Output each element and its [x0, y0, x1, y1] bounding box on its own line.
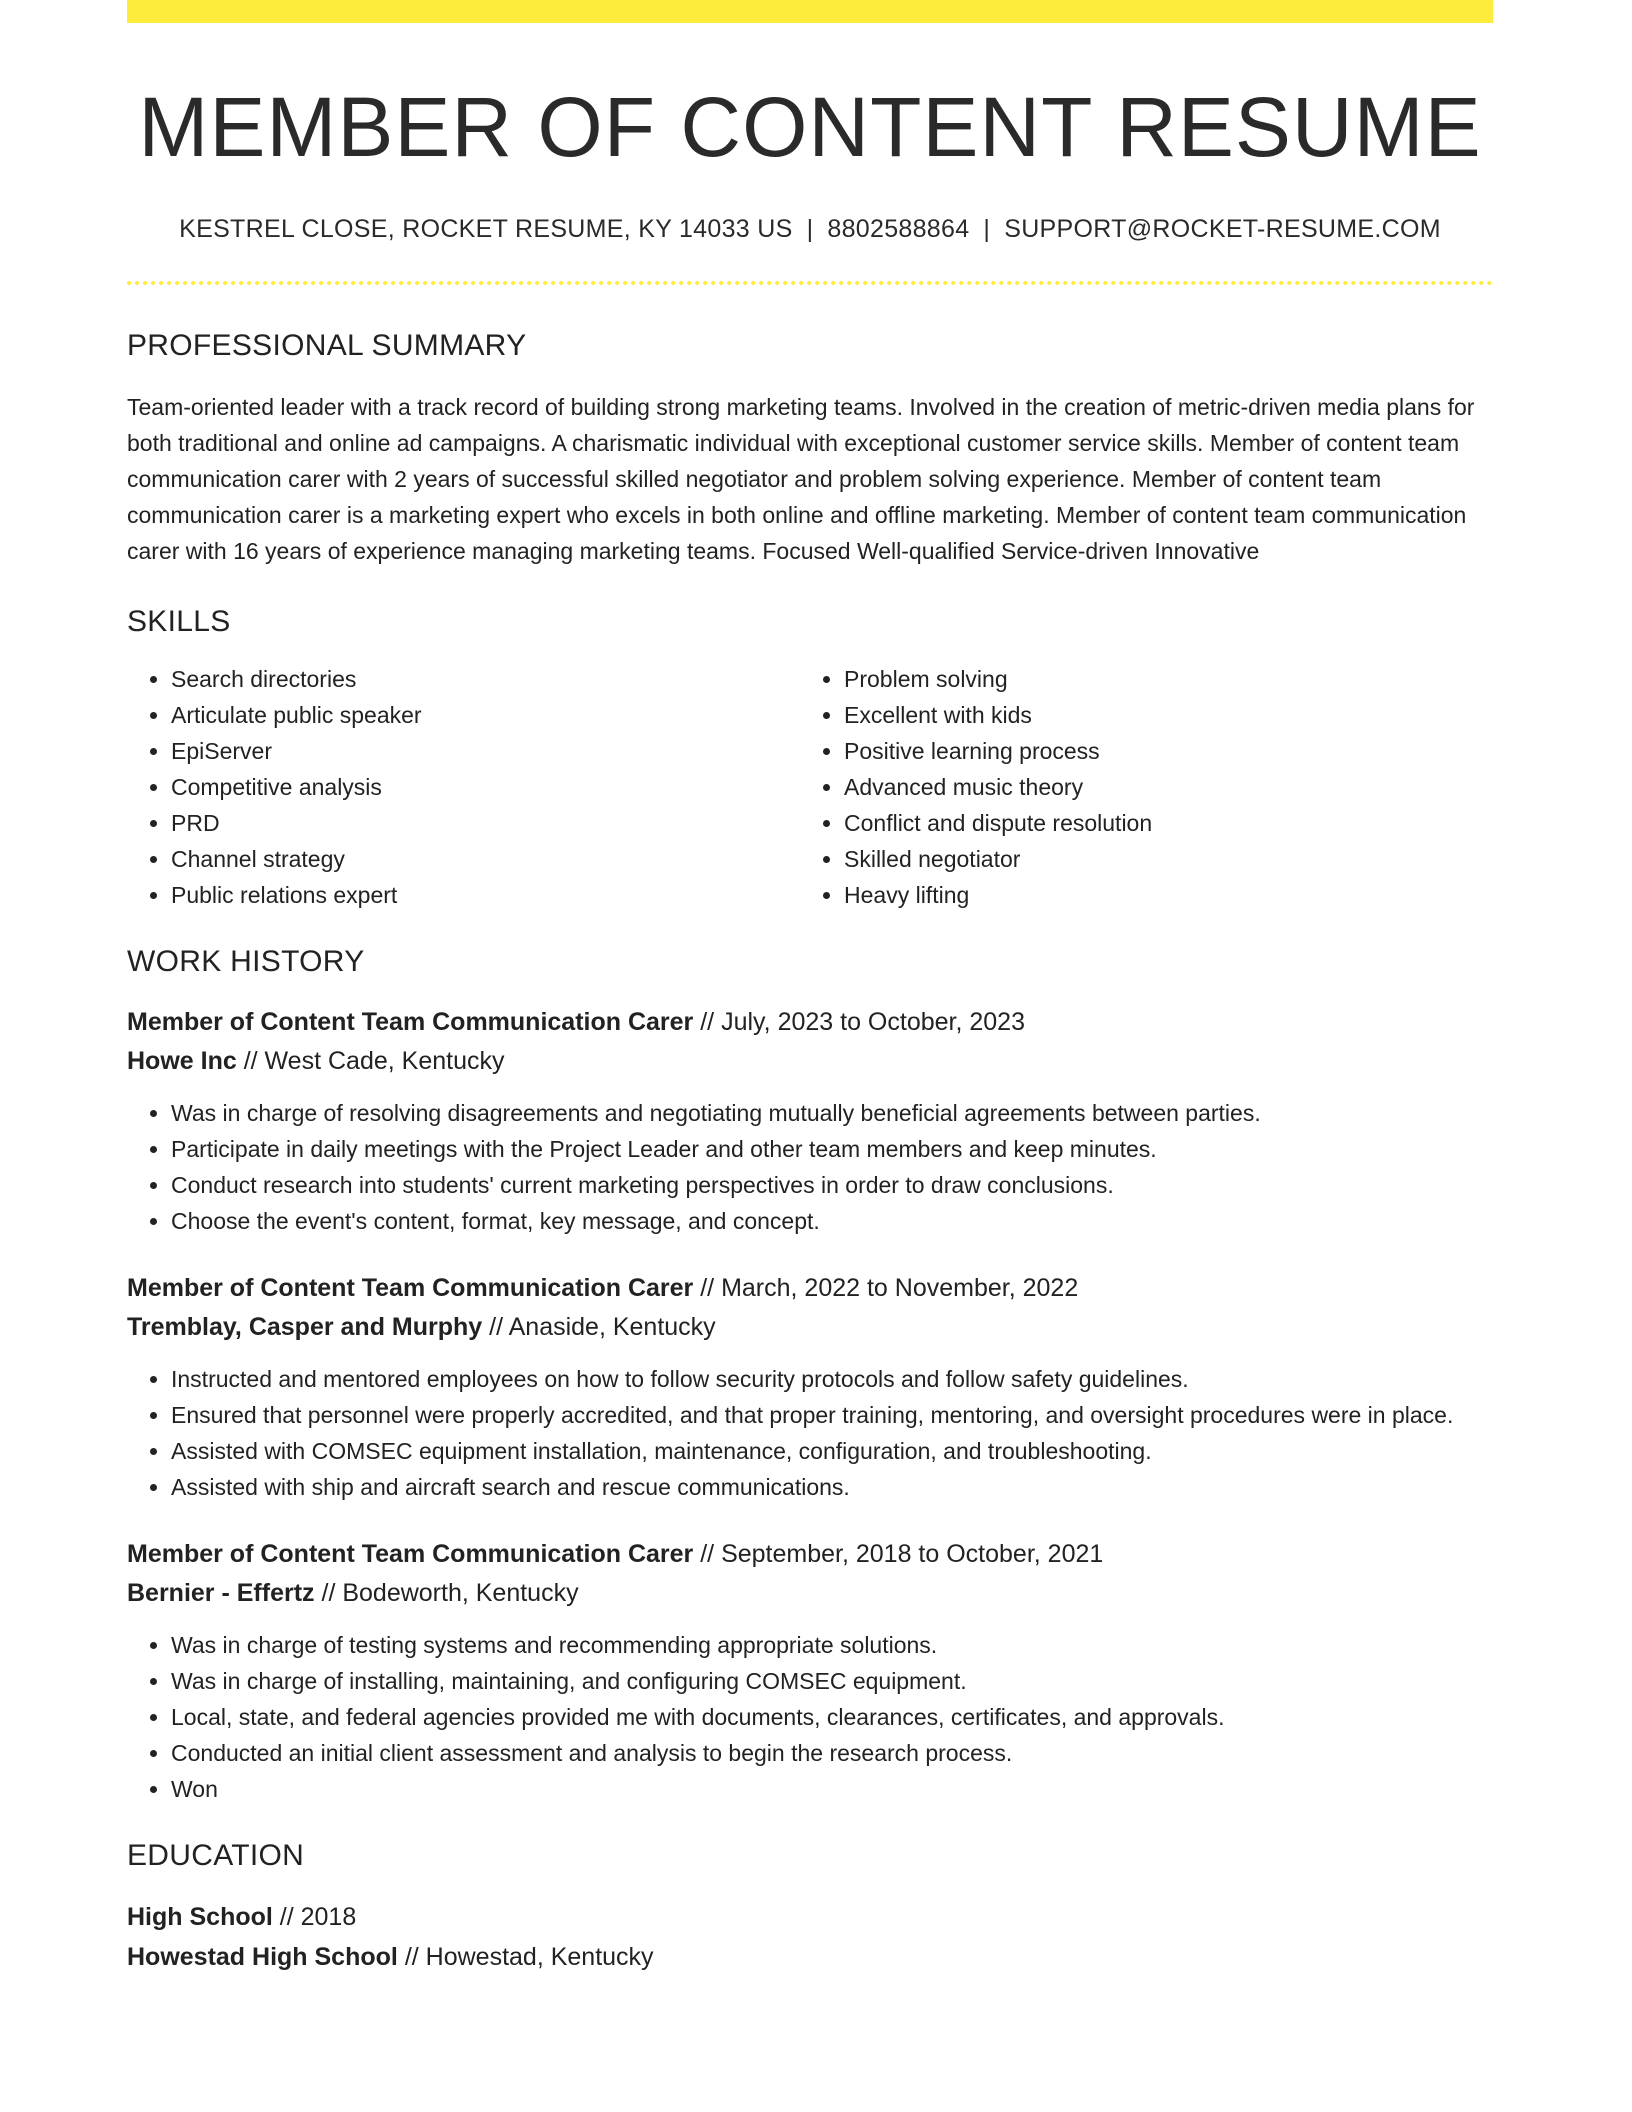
job-location: // Anaside, Kentucky — [489, 1313, 716, 1342]
job-company-line — [127, 1308, 1493, 1347]
education-school-line — [127, 1937, 1493, 1977]
job-bullet: • Conduct research into students' current marketing perspectives in order to draw conclusions. — [171, 1167, 1493, 1203]
skill-item: • Conflict and dispute resolution — [844, 805, 1473, 841]
contact-separator: | — [806, 215, 814, 244]
contact-separator: | — [983, 215, 991, 244]
skills-heading: SKILLS — [127, 605, 231, 639]
contact-email[interactable]: SUPPORT@ROCKET-RESUME.COM — [1004, 215, 1441, 244]
job-role: Member of Content Team Communication Carer — [127, 1540, 694, 1569]
skill-item: • PRD — [171, 805, 800, 841]
job-role-line — [127, 1003, 1493, 1042]
skill-item: • Problem solving — [844, 661, 1473, 697]
job-bullet: • Was in charge of installing, maintaining, and configuring COMSEC equipment. — [171, 1663, 1493, 1699]
education-degree: High School — [127, 1903, 273, 1932]
work-history-heading: WORK HISTORY — [127, 945, 365, 979]
summary-text: Team-oriented leader with a track record of building strong marketing teams. Involved in the creation of metric-driven media plans for both traditional and online ad campaigns. A charismatic individual with exceptional customer service skills. Member of content team communication carer with 2 years of successful skilled negotiator and problem solving experience. Member of content team communication carer is a marketing expert who excels in both online and offline marketing. Member of content team communication carer with 16 years of experience managing marketing teams. Focused Well-qualified Service-driven Innovative — [127, 394, 1475, 565]
summary-heading: PROFESSIONAL SUMMARY — [127, 329, 527, 363]
skill-item: • Public relations expert — [171, 877, 800, 913]
skills-right-list — [800, 661, 1473, 913]
job-company-line — [127, 1574, 1493, 1613]
job-company: Howe Inc — [127, 1047, 237, 1076]
job-bullets — [127, 1361, 1493, 1505]
job-company: Bernier - Effertz — [127, 1579, 315, 1608]
job-role-line — [127, 1269, 1493, 1308]
job-bullet: • Won — [171, 1771, 1493, 1807]
job-bullet: • Assisted with COMSEC equipment installation, maintenance, configuration, and troubleshooting. — [171, 1433, 1493, 1469]
job-bullets — [127, 1095, 1493, 1239]
job-bullet: • Assisted with ship and aircraft search and rescue communications. — [171, 1469, 1493, 1505]
skill-item: • Competitive analysis — [171, 769, 800, 805]
job-entry — [127, 1535, 1493, 1807]
accent-top-bar — [127, 0, 1493, 23]
skill-item: • Search directories — [171, 661, 800, 697]
skill-item: • Positive learning process — [844, 733, 1473, 769]
skill-item: • Excellent with kids — [844, 697, 1473, 733]
education-school: Howestad High School — [127, 1943, 398, 1972]
skill-item: • Articulate public speaker — [171, 697, 800, 733]
job-bullet: • Ensured that personnel were properly accredited, and that proper training, mentoring, and oversight procedures were in place. — [171, 1397, 1493, 1433]
contact-address: KESTREL CLOSE, ROCKET RESUME, KY 14033 US — [179, 215, 793, 244]
education-degree-line — [127, 1897, 1493, 1937]
job-bullets — [127, 1627, 1493, 1807]
job-location: // West Cade, Kentucky — [243, 1047, 505, 1076]
resume-title: MEMBER OF CONTENT RESUME — [138, 80, 1482, 174]
job-bullet: • Instructed and mentored employees on how to follow security protocols and follow safety guidelines. — [171, 1361, 1493, 1397]
skill-item: • Channel strategy — [171, 841, 800, 877]
job-company-line — [127, 1042, 1493, 1081]
education-year: // 2018 — [279, 1903, 357, 1932]
job-role-line — [127, 1535, 1493, 1574]
education-heading: EDUCATION — [127, 1839, 305, 1873]
job-role: Member of Content Team Communication Carer — [127, 1274, 694, 1303]
skill-item: • EpiServer — [171, 733, 800, 769]
job-dates: // March, 2022 to November, 2022 — [700, 1274, 1079, 1303]
job-bullet: • Was in charge of resolving disagreements and negotiating mutually beneficial agreements between parties. — [171, 1095, 1493, 1131]
job-bullet: • Conducted an initial client assessment and analysis to begin the research process. — [171, 1735, 1493, 1771]
resume-page — [127, 0, 1493, 1977]
job-dates: // September, 2018 to October, 2021 — [700, 1540, 1104, 1569]
job-entry — [127, 1269, 1493, 1505]
job-entry — [127, 1003, 1493, 1239]
job-company: Tremblay, Casper and Murphy — [127, 1313, 483, 1342]
skills-left-list — [127, 661, 800, 913]
contact-line — [127, 215, 1493, 244]
education-entry — [127, 1897, 1493, 1977]
skills-columns — [127, 661, 1493, 913]
job-bullet: • Local, state, and federal agencies provided me with documents, clearances, certificates, and approvals. — [171, 1699, 1493, 1735]
contact-phone: 8802588864 — [827, 215, 970, 244]
skill-item: • Heavy lifting — [844, 877, 1473, 913]
job-bullet: • Choose the event's content, format, key message, and concept. — [171, 1203, 1493, 1239]
job-dates: // July, 2023 to October, 2023 — [700, 1008, 1025, 1037]
job-bullet: • Participate in daily meetings with the Project Leader and other team members and keep minutes. — [171, 1131, 1493, 1167]
work-history-list — [127, 1003, 1493, 1807]
job-location: // Bodeworth, Kentucky — [321, 1579, 579, 1608]
dotted-divider — [127, 281, 1493, 285]
skill-item: • Advanced music theory — [844, 769, 1473, 805]
job-role: Member of Content Team Communication Carer — [127, 1008, 694, 1037]
job-bullet: • Was in charge of testing systems and recommending appropriate solutions. — [171, 1627, 1493, 1663]
skill-item: • Skilled negotiator — [844, 841, 1473, 877]
education-location: // Howestad, Kentucky — [404, 1943, 654, 1972]
